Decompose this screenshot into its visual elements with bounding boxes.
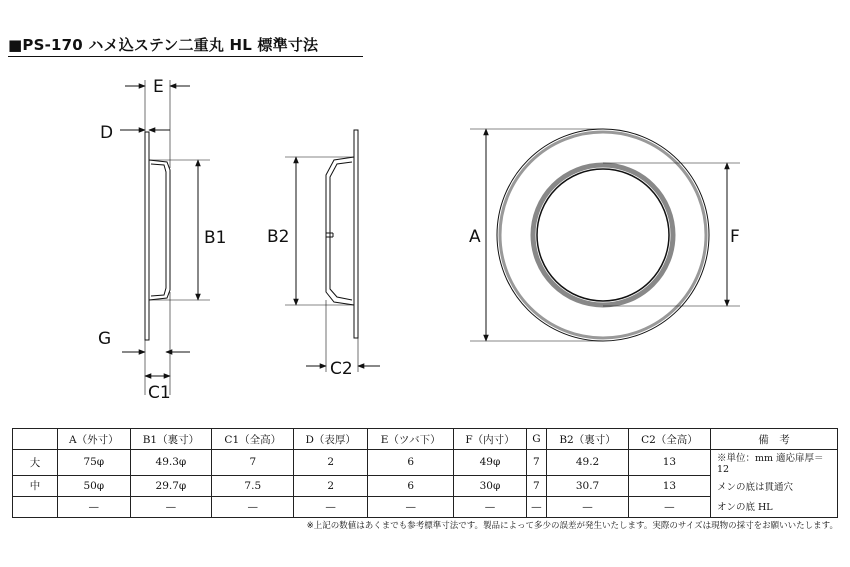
header-cell: F（内寸） (454, 429, 526, 450)
profile2-flange (354, 130, 358, 338)
remark-cell: オンの底 HL (711, 496, 838, 517)
profile1-cup (149, 160, 170, 300)
table-cell: 49φ (454, 450, 526, 476)
header-cell: A（外寸） (58, 429, 131, 450)
table-cell: 30φ (454, 475, 526, 496)
row-name: 中 (13, 475, 58, 496)
table-cell: — (58, 496, 131, 517)
label-C1: C1 (148, 383, 171, 403)
table-cell: — (526, 496, 547, 517)
label-G: G (98, 329, 112, 349)
profile1-flange (145, 132, 149, 340)
profile2-cup-inner (330, 162, 352, 300)
table-cell: 50φ (58, 475, 131, 496)
table-cell: 30.7 (547, 475, 629, 496)
label-A: A (469, 227, 481, 247)
label-B2: B2 (267, 227, 290, 247)
header-cell: E（ツバ下） (368, 429, 454, 450)
table-cell: 49.3φ (130, 450, 212, 476)
header-cell: 備 考 (711, 429, 838, 450)
table-cell: — (294, 496, 368, 517)
table-cell: 6 (368, 475, 454, 496)
table-row (13, 450, 838, 476)
page-title: ■PS-170 ハメ込ステン二重丸 HL 標準寸法 (8, 36, 319, 54)
table-cell: 13 (628, 475, 710, 496)
label-E: E (153, 77, 164, 97)
table-row (13, 475, 838, 496)
header-cell: B2（裏寸） (547, 429, 629, 450)
table-cell: 75φ (58, 450, 131, 476)
table-header-row (13, 429, 838, 450)
header-cell: B1（裏寸） (130, 429, 212, 450)
front-view (470, 129, 740, 341)
row-name (13, 496, 58, 517)
table-cell: — (212, 496, 294, 517)
profile1-cup-inner (151, 164, 166, 296)
header-cell: D（表厚） (294, 429, 368, 450)
profile-view-1 (145, 80, 210, 395)
table-cell: — (628, 496, 710, 517)
table-cell: 29.7φ (130, 475, 212, 496)
table-cell: 13 (628, 450, 710, 476)
label-F: F (730, 227, 740, 247)
header-cell: G (526, 429, 547, 450)
table-cell: 6 (368, 450, 454, 476)
table-cell: 49.2 (547, 450, 629, 476)
footnote: ※上記の数値はあくまでも参考標準寸法です。製品によって多少の誤差が発生いたします。実際のサイズは現物の採寸をお願いいたします。 (306, 521, 838, 531)
outer-ring (497, 129, 709, 341)
table-cell: 7 (526, 450, 547, 476)
table-cell: — (130, 496, 212, 517)
table-cell: — (547, 496, 629, 517)
inner-ring (537, 169, 669, 301)
table-cell: 7 (212, 450, 294, 476)
table-row (13, 496, 838, 517)
remark-cell: ※単位：mm 適応扉厚＝12 (711, 450, 838, 476)
header-cell (13, 429, 58, 450)
header-cell: C1（全高） (212, 429, 294, 450)
inner-ring-bevel (533, 165, 673, 305)
row-name: 大 (13, 450, 58, 476)
table-cell: — (454, 496, 526, 517)
table-cell: — (368, 496, 454, 517)
label-B1: B1 (204, 228, 227, 248)
header-cell: C2（全高） (628, 429, 710, 450)
table-cell: 7.5 (212, 475, 294, 496)
remark-cell: メンの底は貫通穴 (711, 475, 838, 496)
label-C2: C2 (330, 359, 353, 379)
table-cell: 2 (294, 475, 368, 496)
spec-table (12, 428, 838, 518)
label-D: D (100, 123, 114, 143)
table-cell: 2 (294, 450, 368, 476)
table-cell: 7 (526, 475, 547, 496)
